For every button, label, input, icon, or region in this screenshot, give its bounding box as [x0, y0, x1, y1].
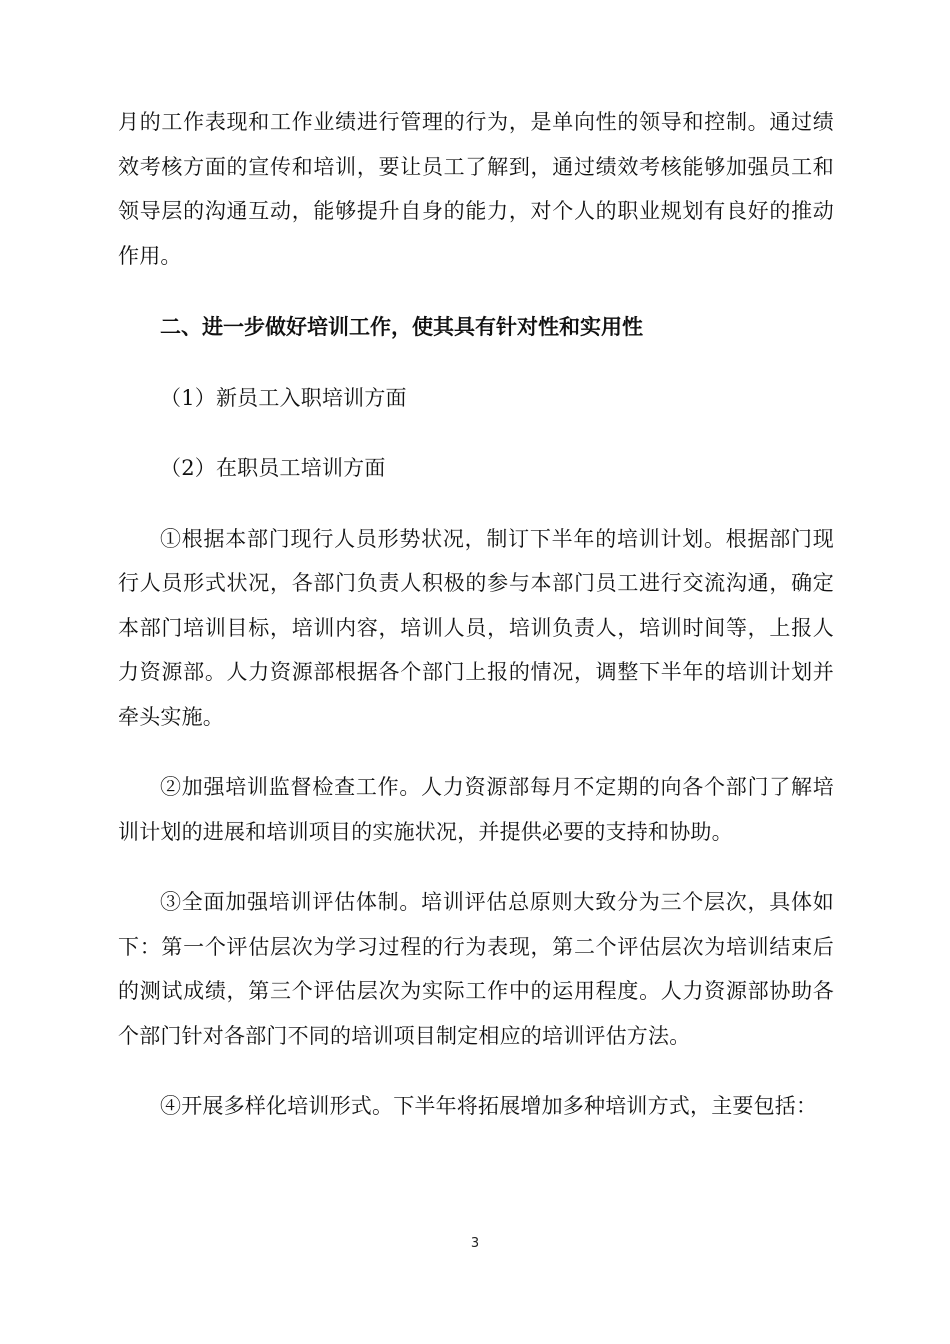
- page-number: 3: [470, 1236, 480, 1251]
- body-item-training-evaluation: ③全面加强培训评估体制。培训评估总原则大致分为三个层次，具体如下：第一个评估层次为学习过程的行为表现，第二个评估层次为培训结束后的测试成绩，第三个评估层次为实际工作中的运用程度。人力资源部协助各个部门针对各部门不同的培训项目制定相应的培训评估方法。: [118, 890, 834, 1048]
- body-item-training-formats: ④开展多样化培训形式。下半年将拓展增加多种培训方式，主要包括：: [160, 1094, 818, 1118]
- section-heading: 二、进一步做好培训工作，使其具有针对性和实用性: [160, 315, 643, 339]
- document-body: [118, 100, 834, 1129]
- body-item-training-plan: ①根据本部门现行人员形势状况，制订下半年的培训计划。根据部门现行人员形式状况，各部门负责人积极的参与本部门员工进行交流沟通，确定本部门培训目标，培训内容，培训人员，培训负责人，培训时间等，上报人力资源部。人力资源部根据各个部门上报的情况，调整下半年的培训计划并牵头实施。: [118, 526, 834, 729]
- sub-item-in-service-training: （2）在职员工培训方面: [160, 456, 386, 480]
- paragraph-continuation: 月的工作表现和工作业绩进行管理的行为，是单向性的领导和控制。通过绩效考核方面的宣传和培训，要让员工了解到，通过绩效考核能够加强员工和领导层的沟通互动，能够提升自身的能力，对个人的职业规划有良好的推动作用。: [118, 110, 834, 268]
- sub-item-new-employee-training: （1）新员工入职培训方面: [160, 385, 407, 410]
- body-item-training-supervision: ②加强培训监督检查工作。人力资源部每月不定期的向各个部门了解培训计划的进展和培训项目的实施状况，并提供必要的支持和协助。: [118, 775, 834, 844]
